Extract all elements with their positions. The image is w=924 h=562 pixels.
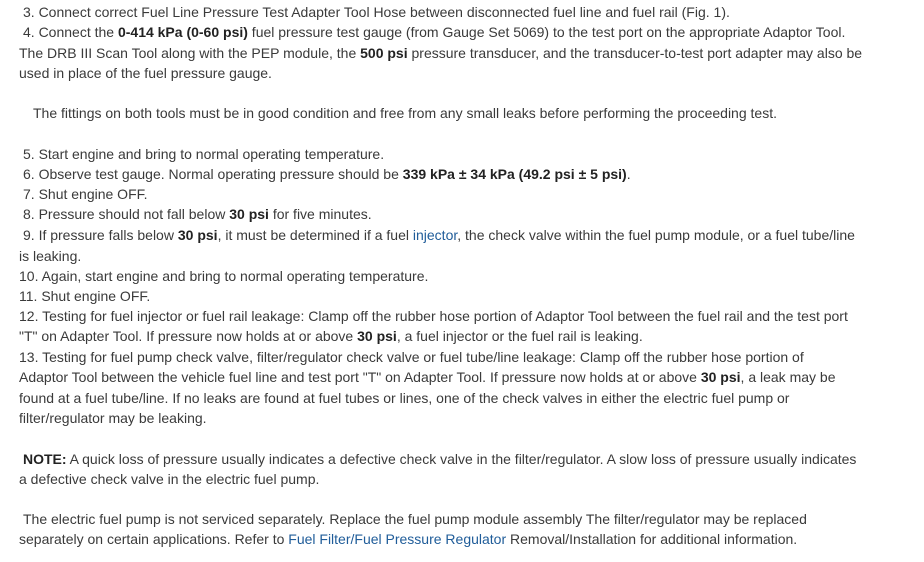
note-text-wrap: a defective check valve in the electric fuel pump. xyxy=(19,471,320,487)
step-3-text: 3. Connect correct Fuel Line Pressure Test Adapter Tool Hose between disconnected fuel line and fuel rail (Fig. 1). xyxy=(23,4,730,20)
step-13-wrap-end: , a leak may be xyxy=(740,369,836,385)
step-9-line-2 xyxy=(19,246,81,266)
step-13-line-2 xyxy=(19,367,835,387)
step-13-wrap-2: found at a fuel tube/line. If no leaks are found at fuel tubes or lines, one of the check valves in either the electric fuel pump or xyxy=(19,390,790,406)
step-9-text-end: , the check valve within the fuel pump module, or a fuel tube/line xyxy=(457,227,855,243)
step-12 xyxy=(19,306,848,326)
step-10 xyxy=(19,266,428,286)
step-8-text: 8. Pressure should not fall below xyxy=(23,206,230,222)
step-10-text: 10. Again, start engine and bring to normal operating temperature. xyxy=(19,268,429,284)
step-12-wrap: "T" on Adapter Tool. If pressure now holds at or above xyxy=(19,328,358,344)
step-8-text-cont: for five minutes. xyxy=(268,206,372,222)
step-8 xyxy=(23,204,372,224)
step-13 xyxy=(19,347,804,367)
final-paragraph xyxy=(23,509,807,529)
step-9-wrap: is leaking. xyxy=(19,248,82,264)
step-11-text: 11. Shut engine OFF. xyxy=(19,288,151,304)
note-label: NOTE: xyxy=(23,451,67,467)
step-6 xyxy=(23,164,631,184)
step-4 xyxy=(23,22,845,42)
final-text-end: Removal/Installation for additional information. xyxy=(506,531,798,547)
step-12-psi: 30 psi xyxy=(357,328,397,344)
step-4-text: 4. Connect the xyxy=(23,24,118,40)
step-12-line-2 xyxy=(19,326,643,346)
step-5-text: 5. Start engine and bring to normal operating temperature. xyxy=(23,146,385,162)
note-paragraph xyxy=(23,449,856,469)
step-12-end: , a fuel injector or the fuel rail is leaking. xyxy=(396,328,643,344)
step-4-psi: 500 psi xyxy=(360,45,408,61)
step-13-psi: 30 psi xyxy=(700,369,741,385)
note-line-2 xyxy=(19,469,319,489)
step-9-text-cont: , it must be determined if a fuel xyxy=(217,227,413,243)
step-4-range: 0-414 kPa (0-60 psi) xyxy=(117,24,248,40)
final-text: The electric fuel pump is not serviced separately. Replace the fuel pump module assembly The filter/regulator may be replaced xyxy=(23,511,807,527)
fuel-filter-regulator-link[interactable]: Fuel Filter/Fuel Pressure Regulator xyxy=(288,531,507,547)
step-9-text: 9. If pressure falls below xyxy=(23,227,178,243)
step-13-wrap: Adaptor Tool between the vehicle fuel line and test port "T" on Adapter Tool. If pressure now holds at or above xyxy=(19,369,701,385)
final-text-wrap: separately on certain applications. Refer to xyxy=(19,531,289,547)
step-7-text: 7. Shut engine OFF. xyxy=(23,186,148,202)
step-6-pressure: 339 kPa ± 34 kPa (49.2 psi ± 5 psi) xyxy=(402,166,627,182)
step-13-line-4 xyxy=(19,408,207,428)
step-4-text-cont: fuel pressure test gauge (from Gauge Set 5069) to the test port on the appropriate Adaptor Tool. xyxy=(247,24,846,40)
step-4-end-text: used in place of the fuel pressure gauge. xyxy=(19,65,272,81)
step-6-period: . xyxy=(626,166,631,182)
step-4-drb-text-cont: pressure transducer, and the transducer-to-test port adapter may also be xyxy=(407,45,863,61)
step-4-line-3 xyxy=(19,63,272,83)
step-13-wrap-3: filter/regulator may be leaking. xyxy=(19,410,207,426)
step-4-drb-text: The DRB III Scan Tool along with the PEP module, the xyxy=(19,45,361,61)
fittings-paragraph xyxy=(33,103,777,123)
step-12-text: 12. Testing for fuel injector or fuel rail leakage: Clamp off the rubber hose portion of Adaptor Tool between the fuel rail and the test port xyxy=(19,308,848,324)
fittings-text: The fittings on both tools must be in good condition and free from any small leaks before performing the proceeding test. xyxy=(33,105,777,121)
step-7 xyxy=(23,184,148,204)
final-line-2 xyxy=(19,529,797,549)
step-11 xyxy=(19,286,150,306)
step-9 xyxy=(23,225,855,245)
step-13-text: 13. Testing for fuel pump check valve, filter/regulator check valve or fuel tube/line leakage: Clamp off the rubber hose portion of xyxy=(19,349,804,365)
injector-link[interactable]: injector xyxy=(412,227,458,243)
step-4-line-2 xyxy=(19,43,862,63)
step-8-psi: 30 psi xyxy=(229,206,269,222)
step-3 xyxy=(23,2,730,22)
note-text: A quick loss of pressure usually indicates a defective check valve in the filter/regulator. A slow loss of pressure usually indicates xyxy=(66,451,857,467)
step-13-line-3 xyxy=(19,388,789,408)
step-9-psi: 30 psi xyxy=(177,227,218,243)
step-6-text: 6. Observe test gauge. Normal operating pressure should be xyxy=(23,166,403,182)
step-5 xyxy=(23,144,384,164)
